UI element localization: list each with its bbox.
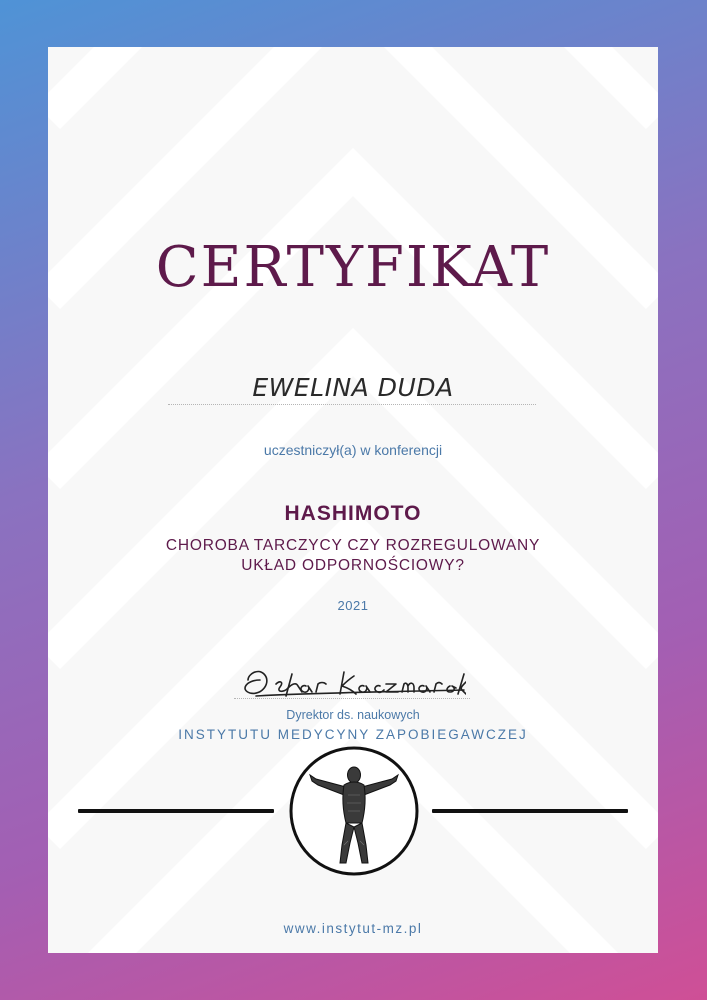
certificate-title: CERTYFIKAT	[155, 235, 551, 300]
event-year: 2021	[337, 598, 369, 613]
event-subtitle	[48, 536, 658, 576]
signature	[226, 660, 466, 702]
website-link[interactable]: www.instytut-mz.pl	[283, 921, 423, 936]
name-dotted-line	[168, 404, 536, 405]
participation-text: uczestniczył(a) w konferencji	[263, 442, 443, 458]
event-title: HASHIMOTO	[284, 502, 422, 525]
certificate-sheet	[48, 47, 658, 953]
institute-name: INSTYTUTU MEDYCYNY ZAPOBIEGAWCZEJ	[178, 727, 528, 742]
vitruvian-man-icon	[288, 745, 420, 877]
signature-dotted-line	[234, 698, 470, 699]
signer-role: Dyrektor ds. naukowych	[286, 708, 420, 722]
left-divider	[78, 809, 274, 813]
event-subtitle-line-1: CHOROBA TARCZYCY CZY ROZREGULOWANY	[165, 537, 541, 554]
recipient-name: EWELINA DUDA	[252, 373, 454, 402]
event-subtitle-line-2: UKŁAD ODPORNOŚCIOWY?	[241, 557, 465, 574]
right-divider	[432, 809, 628, 813]
